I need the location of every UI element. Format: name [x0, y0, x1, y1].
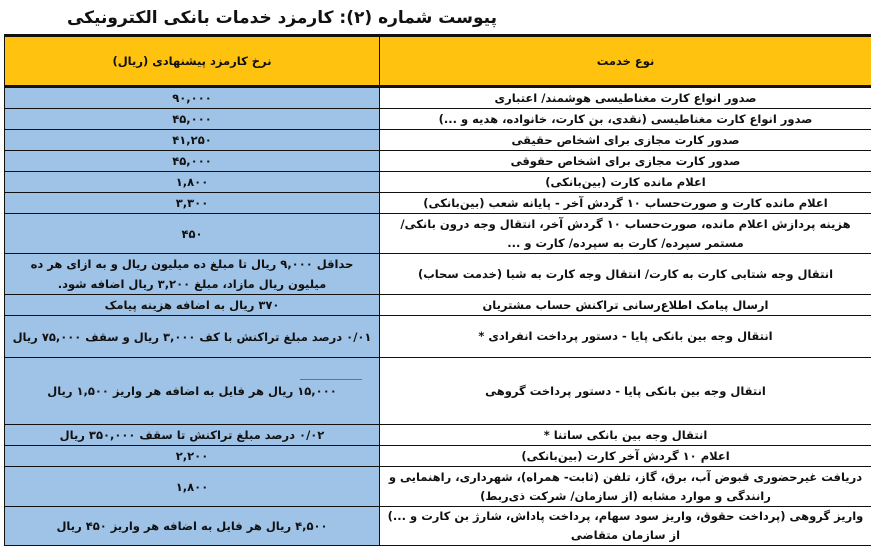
fee-cell: ۴۱,۲۵۰ [5, 130, 380, 151]
fee-table [4, 34, 871, 546]
service-cell: صدور انواع کارت مغناطیسی هوشمند/ اعتباری [380, 87, 871, 109]
fee-cell: حداقل ۹,۰۰۰ ریال تا مبلغ ده میلیون ریال و به ازای هر ده میلیون ریال مازاد، مبلغ ۳,۲۰۰ ریال اضافه شود. [5, 254, 380, 295]
table-row [5, 446, 871, 467]
table-row [5, 214, 871, 254]
service-cell: هزینه پردازش اعلام مانده، صورت‌حساب ۱۰ گردش آخر، انتقال وجه درون بانکی/ مستمر سپرده/ کارت به سپرده/ کارت و ... [380, 214, 871, 254]
table-row [5, 130, 871, 151]
fee-cell: ۰/۰۲ درصد مبلغ تراکنش تا سقف ۳۵۰,۰۰۰ ریال [5, 425, 380, 446]
table-row [5, 295, 871, 316]
service-cell: انتقال وجه بین بانکی پایا - دستور پرداخت انفرادی * [380, 316, 871, 358]
fee-cell: ۴۵۰ [5, 214, 380, 254]
service-cell: دریافت غیرحضوری قبوض آب، برق، گاز، تلفن (ثابت- همراه)، شهرداری، راهنمایی و رانندگی و موارد مشابه (از سازمان/ شرکت ذی‌ربط) [380, 467, 871, 507]
fee-cell: ۱,۸۰۰ [5, 172, 380, 193]
fee-cell: ۲,۲۰۰ [5, 446, 380, 467]
fee-cell: ۹۰,۰۰۰ [5, 87, 380, 109]
table-row [5, 172, 871, 193]
service-cell: انتقال وجه بین بانکی ساتنا * [380, 425, 871, 446]
red-underline-mark [300, 379, 362, 380]
service-cell: انتقال وجه شتابی کارت به کارت/ انتقال وجه کارت به شبا (خدمت سحاب) [380, 254, 871, 295]
table-row [5, 358, 871, 425]
fee-cell: ۴,۵۰۰ ریال هر فایل به اضافه هر واریز ۴۵۰ ریال [5, 507, 380, 546]
table-row [5, 254, 871, 295]
table-row [5, 316, 871, 358]
fee-cell: ۳۷۰ ریال به اضافه هزینه پیامک [5, 295, 380, 316]
table-row [5, 109, 871, 130]
fee-cell: ۱۵,۰۰۰ ریال هر فایل به اضافه هر واریز ۱,۵۰۰ ریال [5, 358, 380, 425]
table-row [5, 425, 871, 446]
table-row [5, 87, 871, 109]
service-cell: اعلام مانده کارت و صورت‌حساب ۱۰ گردش آخر - پایانه شعب (بین‌بانکی) [380, 193, 871, 214]
service-cell: انتقال وجه بین بانکی پایا - دستور پرداخت گروهی [380, 358, 871, 425]
fee-cell: ۳,۳۰۰ [5, 193, 380, 214]
table-row [5, 467, 871, 507]
service-cell: صدور کارت مجازی برای اشخاص حقوقی [380, 151, 871, 172]
fee-cell: ۴۵,۰۰۰ [5, 109, 380, 130]
table-row [5, 507, 871, 546]
service-cell: واریز گروهی (پرداخت حقوق، واریز سود سهام، پرداخت پاداش، شارژ بن کارت و ...) از سازمان متقاضی [380, 507, 871, 546]
service-cell: صدور انواع کارت مغناطیسی (نقدی، بن کارت، خانواده، هدیه و ...) [380, 109, 871, 130]
column-header-service: نوع خدمت [380, 36, 871, 87]
service-cell: ارسال پیامک اطلاع‌رسانی تراکنش حساب مشتریان [380, 295, 871, 316]
table-row [5, 151, 871, 172]
column-header-fee: نرخ کارمزد پیشنهادی (ریال) [5, 36, 380, 87]
table-row [5, 193, 871, 214]
fee-cell: ۱,۸۰۰ [5, 467, 380, 507]
page-title: پیوست شماره (۲): کارمزد خدمات بانکی الکترونیکی [0, 4, 871, 32]
service-cell: اعلام مانده کارت (بین‌بانکی) [380, 172, 871, 193]
fee-cell: ۴۵,۰۰۰ [5, 151, 380, 172]
service-cell: اعلام ۱۰ گردش آخر کارت (بین‌بانکی) [380, 446, 871, 467]
table-header-row [5, 36, 871, 87]
fee-cell: ۰/۰۱ درصد مبلغ تراکنش با کف ۳,۰۰۰ ریال و سقف ۷۵,۰۰۰ ریال [5, 316, 380, 358]
service-cell: صدور کارت مجازی برای اشخاص حقیقی [380, 130, 871, 151]
